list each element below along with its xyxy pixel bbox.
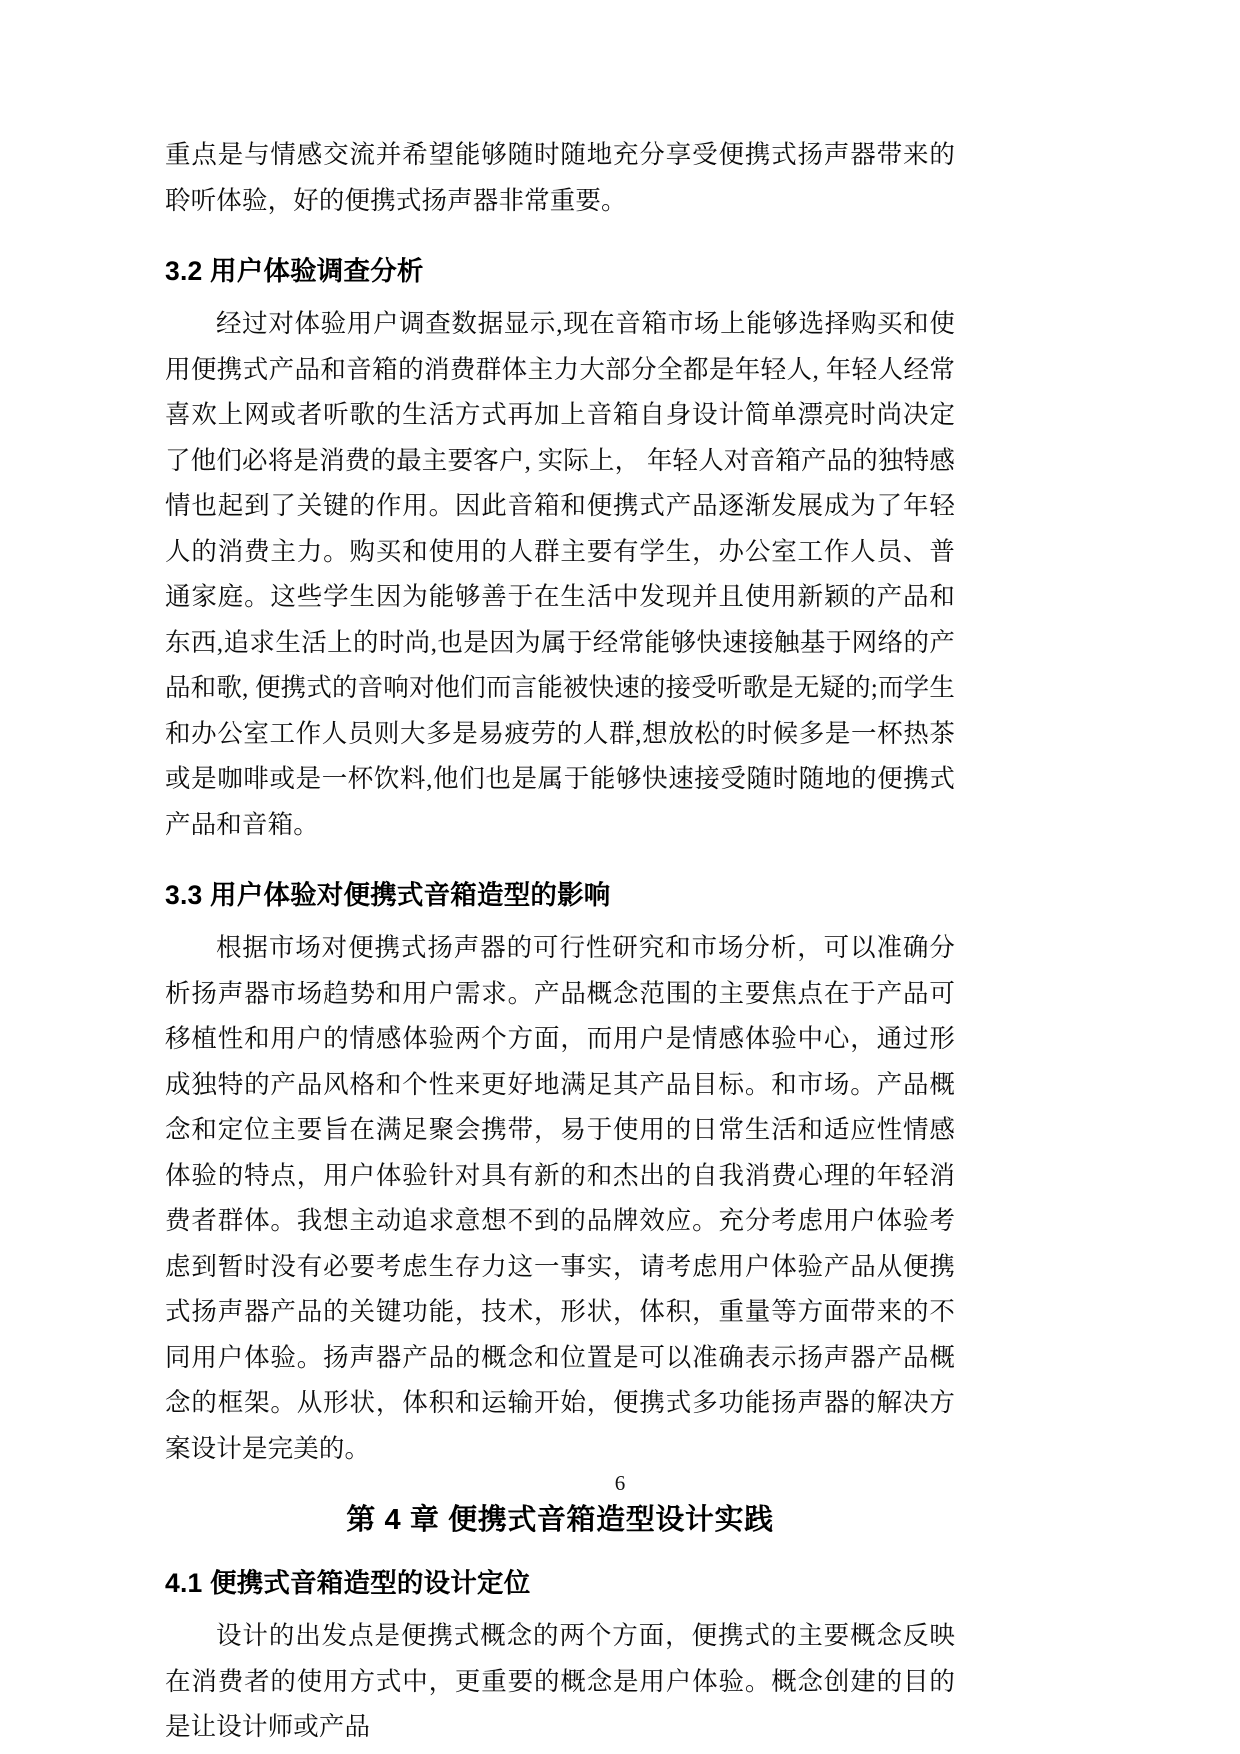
spacer: [165, 1605, 955, 1613]
section-heading-4-1: 4.1 便携式音箱造型的设计定位: [165, 1568, 531, 1598]
spacer: [165, 293, 955, 301]
spacer: [165, 917, 955, 925]
spacer: [165, 223, 955, 249]
section-heading-3-2: 3.2 用户体验调查分析: [165, 256, 424, 286]
page-number: 6: [614, 1471, 626, 1495]
paragraph-continued: 重点是与情感交流并希望能够随时随地充分享受便携式扬声器带来的聆听体验，好的便携式扬声器非常重要。: [165, 140, 955, 215]
page-text-body: [165, 132, 955, 1750]
spacer: [165, 1545, 955, 1561]
spacer: [165, 847, 955, 873]
chapter-heading-4: 第 4 章 便携式音箱造型设计实践: [346, 1504, 774, 1536]
paragraph-section-3-2: 经过对体验用户调查数据显示,现在音箱市场上能够选择购买和使用便携式产品和音箱的消费群体主力大部分全都是年轻人, 年轻人经常喜欢上网或者听歌的生活方式再加上音箱自身设计简单漂亮时尚决定了他们必将是消费的最主要客户, 实际上， 年轻人对音箱产品的独特感情也起到了关键的作用。因此音箱和便携式产品逐渐发展成为了年轻人的消费主力。购买和使用的人群主要有学生，办公室工作人员、普通家庭。这些学生因为能够善于在生活中发现并且使用新颖的产品和东西,追求生活上的时尚,也是因为属于经常能够快速接触基于网络的产品和歌, 便携式的音响对他们而言能被快速的接受听歌是无疑的;而学生和办公室工作人员则大多是易疲劳的人群,想放松的时候多是一杯热茶或是咖啡或是一杯饮料,他们也是属于能够快速接受随时随地的便携式产品和音箱。: [165, 309, 955, 839]
paragraph-section-4-1: 设计的出发点是便携式概念的两个方面，便携式的主要概念反映在消费者的使用方式中，更重要的概念是用户体验。概念创建的目的是让设计师或产品: [165, 1621, 955, 1741]
paragraph-section-3-3: 根据市场对便携式扬声器的可行性研究和市场分析，可以准确分析扬声器市场趋势和用户需求。产品概念范围的主要焦点在于产品可移植性和用户的情感体验两个方面，而用户是情感体验中心，通过形成独特的产品风格和个性来更好地满足其产品目标。和市场。产品概念和定位主要旨在满足聚会携带，易于使用的日常生活和适应性情感体验的特点，用户体验针对具有新的和杰出的自我消费心理的年轻消费者群体。我想主动追求意想不到的品牌效应。充分考虑用户体验考虑到暂时没有必要考虑生存力这一事实，请考虑用户体验产品从便携式扬声器产品的关键功能，技术，形状，体积，重量等方面带来的不同用户体验。扬声器产品的概念和位置是可以准确表示扬声器产品概念的框架。从形状，体积和运输开始，便携式多功能扬声器的解决方案设计是完美的。: [165, 933, 955, 1463]
section-heading-3-3: 3.3 用户体验对便携式音箱造型的影响: [165, 880, 611, 910]
